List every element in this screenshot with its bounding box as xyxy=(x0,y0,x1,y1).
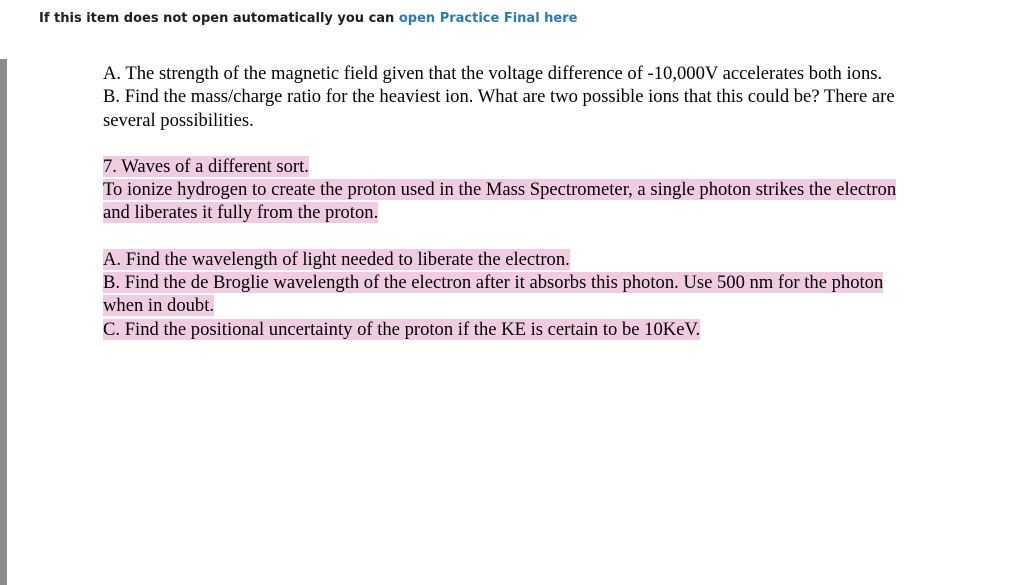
question-7-title-line xyxy=(103,155,923,178)
part-b-mass-charge: B. Find the mass/charge ratio for the heaviest ion. What are two possible ions that this could be? There are several possibilities. xyxy=(103,86,895,131)
paragraph-gap xyxy=(103,132,923,155)
question-7c: C. Find the positional uncertainty of the proton if the KE is certain to be 10KeV. xyxy=(103,318,701,340)
question-7b-line xyxy=(103,271,923,318)
question-7-title: 7. Waves of a different sort. xyxy=(103,155,309,177)
question-7a-line xyxy=(103,248,923,271)
document-content[interactable] xyxy=(103,62,923,341)
part-a-magnetic-field: A. The strength of the magnetic field given that the voltage difference of -10,000V accelerates both ions. xyxy=(103,63,883,84)
notice-text: If this item does not open automatically you can xyxy=(39,11,395,26)
paragraph-gap xyxy=(103,225,923,248)
question-7c-line xyxy=(103,318,923,341)
question-7-intro-line xyxy=(103,178,923,225)
document-left-border xyxy=(0,59,7,585)
question-7-intro: To ionize hydrogen to create the proton used in the Mass Spectrometer, a single photon strikes the electron and liberates it fully from the proton. xyxy=(103,179,897,224)
open-practice-final-link[interactable]: open Practice Final here xyxy=(398,11,578,26)
question-7b: B. Find the de Broglie wavelength of the electron after it absorbs this photon. Use 500 nm for the photon when in doubt. xyxy=(103,272,884,317)
auto-open-notice xyxy=(39,11,577,26)
question-7a: A. Find the wavelength of light needed to liberate the electron. xyxy=(103,248,570,270)
